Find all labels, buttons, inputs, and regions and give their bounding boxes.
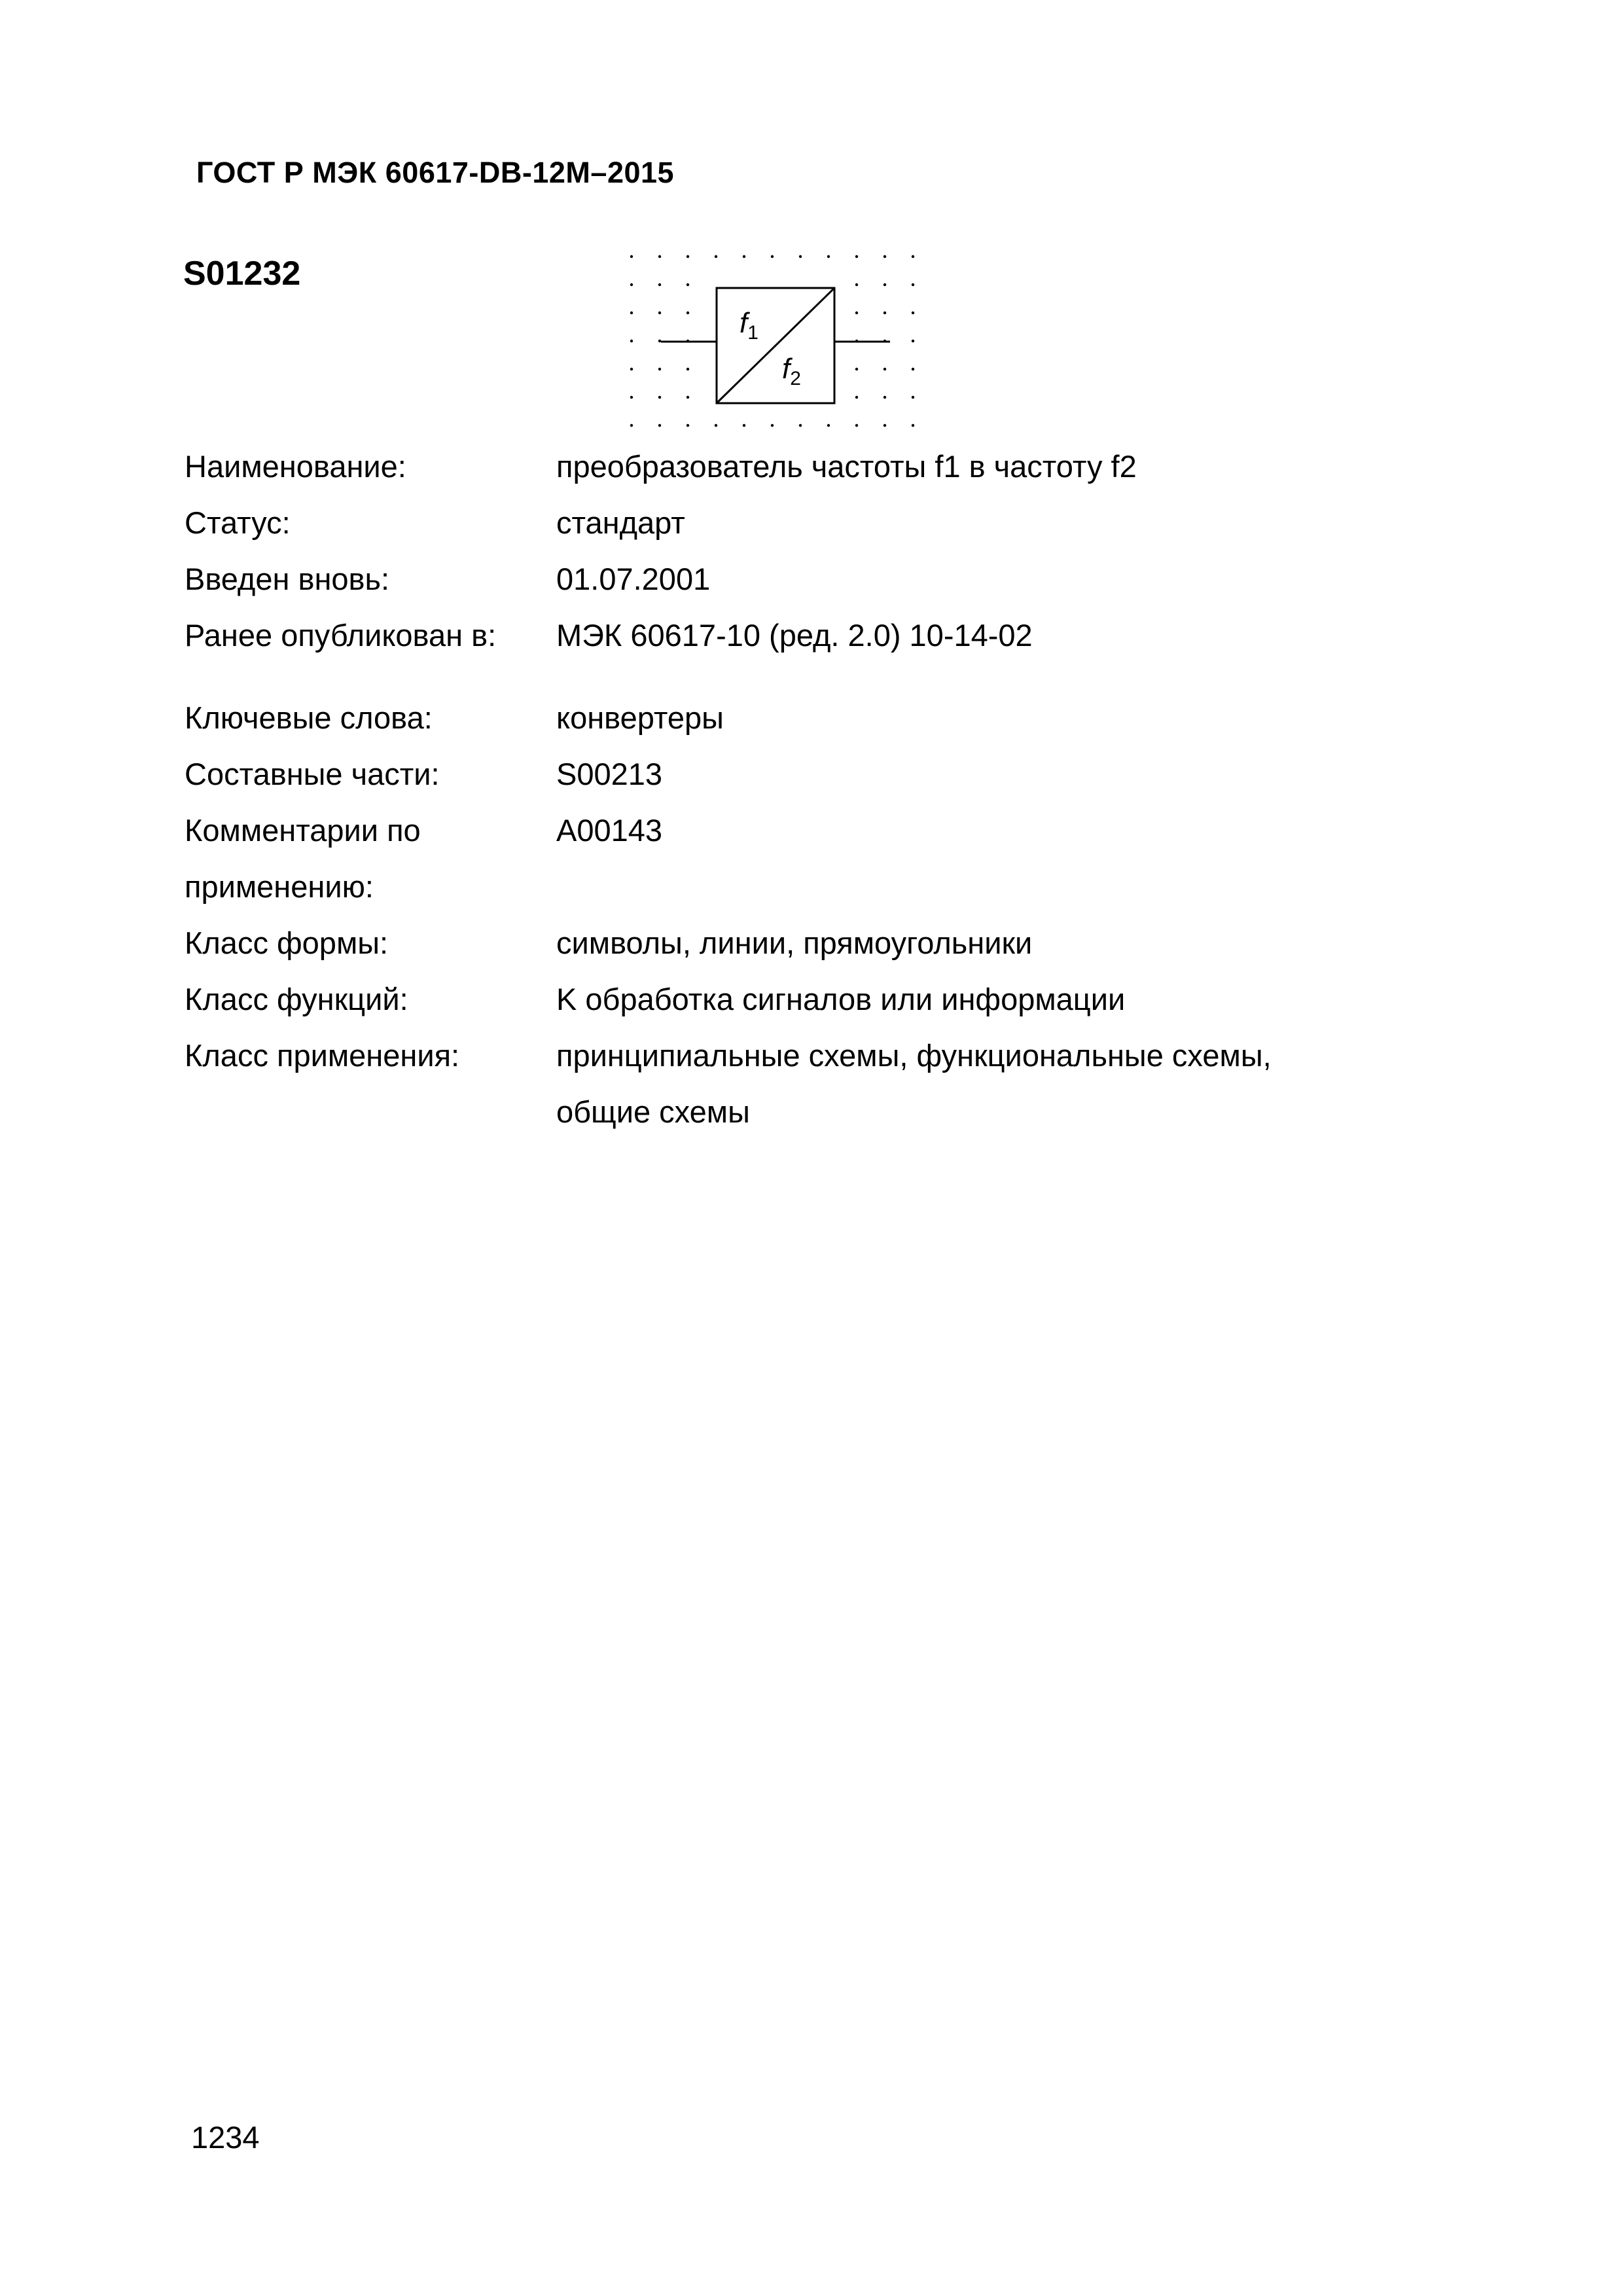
property-row <box>185 971 1428 1028</box>
grid-dot <box>912 424 914 427</box>
frequency-converter-symbol <box>625 249 939 439</box>
grid-dot <box>912 340 914 342</box>
property-value: преобразователь частоты f1 в частоту f2 <box>556 449 1137 484</box>
property-value: принципиальные схемы, функциональные схемы, <box>556 1038 1272 1073</box>
grid-dot <box>855 368 858 370</box>
grid-dot <box>827 424 830 427</box>
grid-dot <box>771 424 774 427</box>
property-value: МЭК 60617-10 (ред. 2.0) 10-14-02 <box>556 618 1033 653</box>
property-row <box>185 551 1428 607</box>
grid-dot <box>687 283 689 286</box>
property-label: Класс применения: <box>185 1038 460 1073</box>
grid-dot <box>630 255 633 258</box>
grid-dot <box>771 255 774 258</box>
grid-dot <box>658 396 661 399</box>
property-label: Ранее опубликован в: <box>185 618 497 653</box>
property-row <box>185 439 1428 495</box>
property-label: Статус: <box>185 505 291 540</box>
grid-dot <box>687 255 689 258</box>
grid-dot <box>630 340 633 342</box>
grid-dot <box>799 255 802 258</box>
grid-dot <box>883 396 886 399</box>
grid-dot <box>715 424 717 427</box>
grid-dot <box>658 368 661 370</box>
symbol-code: S01232 <box>183 255 301 293</box>
property-value: символы, линии, прямоугольники <box>556 925 1033 960</box>
grid-dot <box>658 312 661 314</box>
grid-dot <box>912 283 914 286</box>
property-label: Составные части: <box>185 757 440 791</box>
grid-dot <box>687 424 689 427</box>
property-value: A00143 <box>556 813 663 848</box>
grid-dot <box>687 396 689 399</box>
property-row <box>185 859 1428 915</box>
grid-dot <box>855 312 858 314</box>
properties-table <box>185 439 1428 1140</box>
grid-dot <box>912 396 914 399</box>
grid-dot <box>912 255 914 258</box>
property-label: Наименование: <box>185 449 406 484</box>
grid-dot <box>658 283 661 286</box>
grid-dot <box>687 312 689 314</box>
grid-dot <box>855 283 858 286</box>
grid-dot <box>630 312 633 314</box>
grid-dot <box>799 424 802 427</box>
properties-group-classification <box>185 690 1428 1140</box>
property-value: конвертеры <box>556 700 724 735</box>
property-label: Комментарии по <box>185 813 421 848</box>
grid-dot <box>883 424 886 427</box>
group-spacer <box>185 664 1428 690</box>
grid-dot <box>715 255 717 258</box>
grid-dot <box>630 283 633 286</box>
converter-diagonal <box>717 288 834 403</box>
property-row <box>185 607 1428 664</box>
grid-dot <box>827 255 830 258</box>
grid-dot <box>743 424 745 427</box>
grid-dot <box>912 368 914 370</box>
f2-label: $f_2$ <box>782 353 801 389</box>
grid-dot <box>912 312 914 314</box>
property-value: K обработка сигналов или информации <box>556 982 1126 1016</box>
property-row <box>185 802 1428 859</box>
property-row <box>185 915 1428 971</box>
grid-dot <box>883 368 886 370</box>
property-row <box>185 495 1428 551</box>
property-label: применению: <box>185 869 374 904</box>
grid-dot <box>630 368 633 370</box>
grid-dot <box>658 424 661 427</box>
grid-dot <box>855 424 858 427</box>
page-number: 1234 <box>191 2120 260 2155</box>
property-label: Класс формы: <box>185 925 389 960</box>
property-row <box>185 1028 1428 1084</box>
properties-group-main <box>185 439 1428 664</box>
grid-dot <box>743 255 745 258</box>
grid-dot <box>855 396 858 399</box>
grid-dot <box>883 312 886 314</box>
property-label: Введен вновь: <box>185 562 390 596</box>
f1-label: $f_1$ <box>740 307 758 344</box>
property-row <box>185 690 1428 746</box>
property-label: Ключевые слова: <box>185 700 433 735</box>
property-row <box>185 1084 1428 1140</box>
grid-dot <box>883 255 886 258</box>
grid-dot <box>630 424 633 427</box>
property-row <box>185 746 1428 802</box>
grid-dot <box>883 283 886 286</box>
grid-dot <box>658 340 661 342</box>
property-label: Класс функций: <box>185 982 408 1016</box>
grid-dot <box>630 396 633 399</box>
property-value: стандарт <box>556 505 685 540</box>
property-value: S00213 <box>556 757 663 791</box>
property-value: 01.07.2001 <box>556 562 711 596</box>
grid-dot <box>855 255 858 258</box>
grid-dot <box>687 368 689 370</box>
grid-dot <box>658 255 661 258</box>
document-header: ГОСТ Р МЭК 60617-DB-12M–2015 <box>196 156 675 189</box>
property-value: общие схемы <box>556 1094 750 1129</box>
